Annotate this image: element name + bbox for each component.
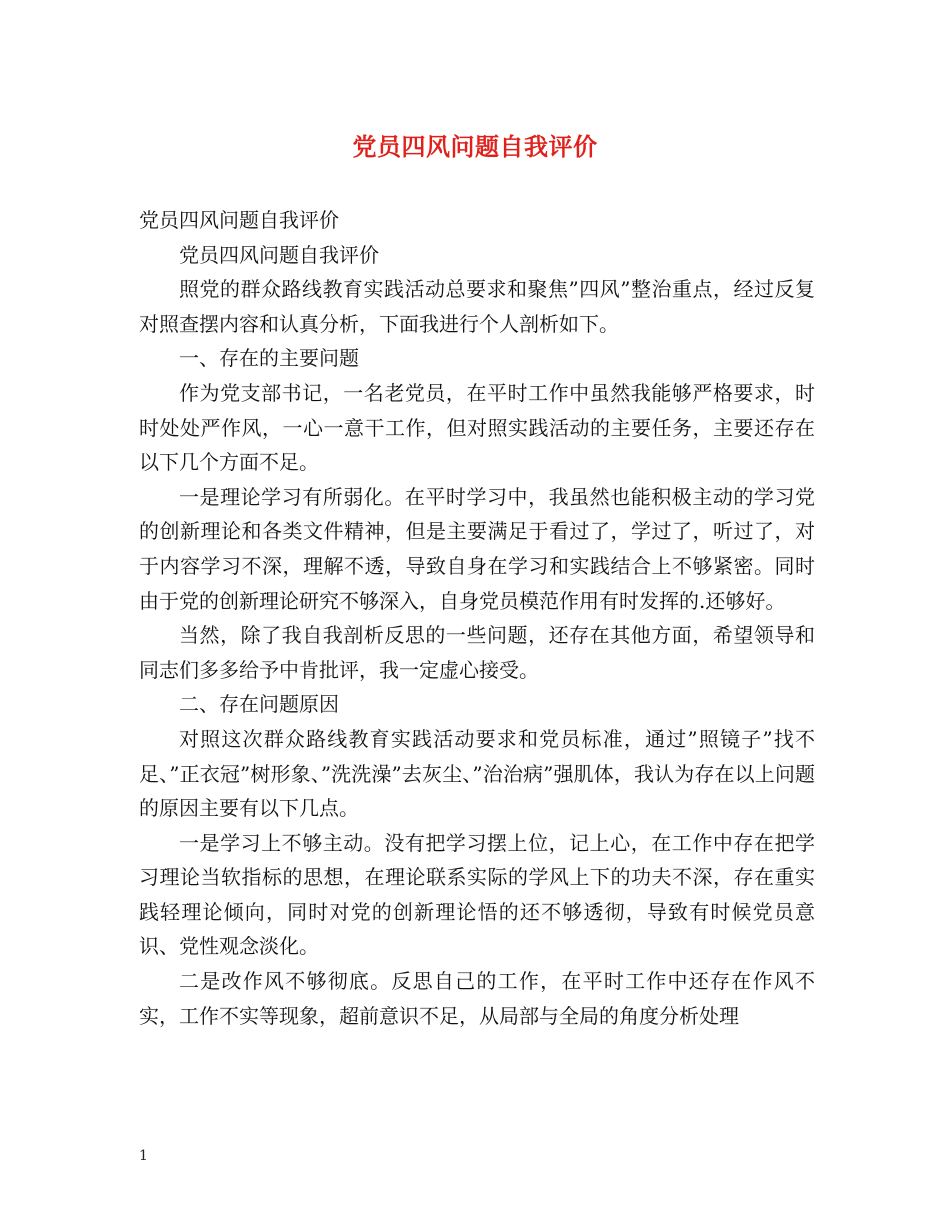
document-body [139,203,815,1033]
section-heading: 一、存在的主要问题 [179,346,359,371]
body-paragraph: 当然，除了我自我剖析反思的一些问题，还存在其他方面，希望领导和同志们多多给予中肯批评，我一定虚心接受。 [139,623,815,682]
body-paragraph: 党员四风问题自我评价 [179,242,379,267]
body-paragraph: 一是学习上不够主动。没有把学习摆上位，记上心，在工作中存在把学习理论当软指标的思想，在理论联系实际的学风上下的功夫不深，存在重实践轻理论倾向，同时对党的创新理论悟的还不够透彻，导致有时候党员意识、党性观念淡化。 [139,830,815,959]
page-number: 1 [139,1148,148,1164]
body-paragraph: 一是理论学习有所弱化。在平时学习中，我虽然也能积极主动的学习党的创新理论和各类文件精神，但是主要满足于看过了，学过了，听过了，对于内容学习不深，理解不透，导致自身在学习和实践结合上不够紧密。同时由于党的创新理论研究不够深入，自身党员模范作用有时发挥的.还够好。 [139,484,815,613]
body-paragraph: 党员四风问题自我评价 [139,208,339,232]
body-paragraph: 照党的群众路线教育实践活动总要求和聚焦”四风”整治重点，经过反复对照查摆内容和认真分析，下面我进行个人剖析如下。 [139,277,815,336]
body-paragraph: 对照这次群众路线教育实践活动要求和党员标准，通过”照镜子”找不足、”正衣冠”树形象、”洗洗澡”去灰尘、”治治病”强肌体，我认为存在以上问题的原因主要有以下几点。 [139,726,815,821]
section-heading: 二、存在问题原因 [179,692,339,717]
body-paragraph: 二是改作风不够彻底。反思自己的工作，在平时工作中还存在作风不实，工作不实等现象，超前意识不足，从局部与全局的角度分析处理 [139,969,815,1028]
body-paragraph: 作为党支部书记，一名老党员，在平时工作中虽然我能够严格要求，时时处处严作风，一心一意干工作，但对照实践活动的主要任务，主要还存在以下几个方面不足。 [139,380,815,475]
document-title: 党员四风问题自我评价 [352,132,598,161]
